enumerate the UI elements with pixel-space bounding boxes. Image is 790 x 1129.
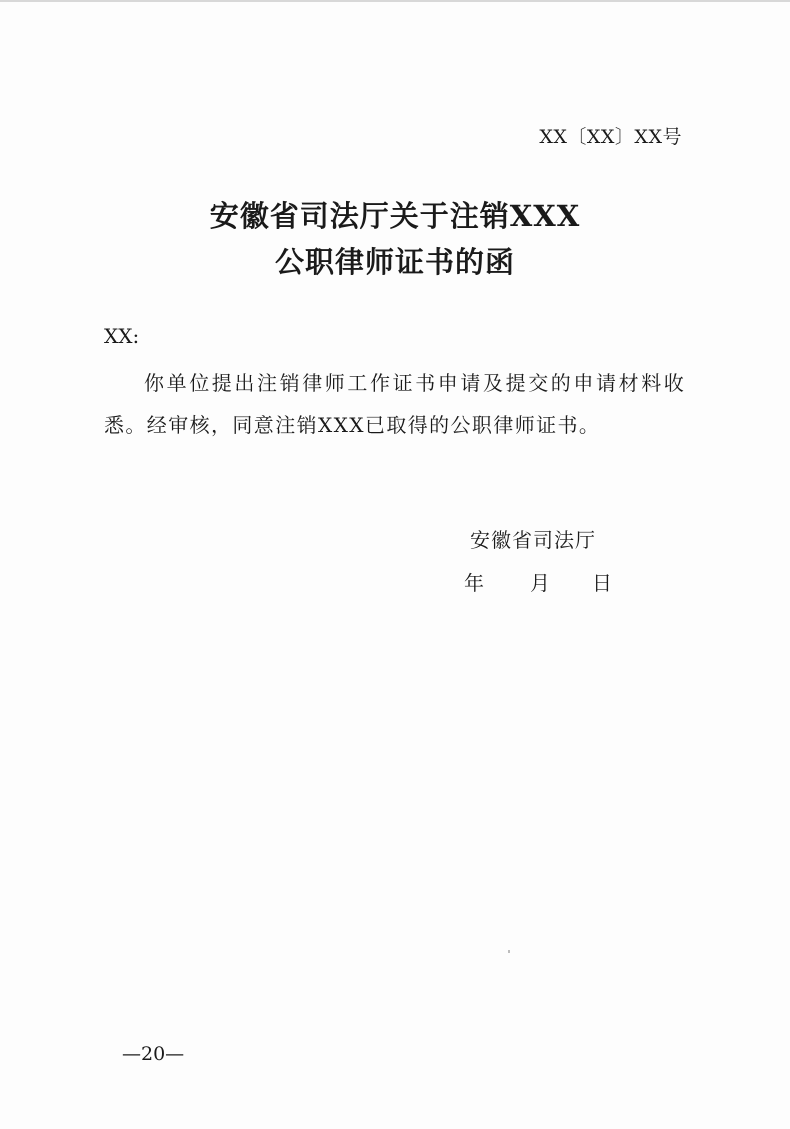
- document-title-line-2: 公职律师证书的函: [274, 245, 515, 279]
- issuing-authority: 安徽省司法厅: [470, 528, 596, 552]
- date-day-label: 日: [592, 571, 612, 595]
- salutation: XX:: [104, 324, 140, 348]
- date-line: [464, 567, 612, 596]
- date-year-label: 年: [464, 571, 484, 595]
- date-month-label: 月: [530, 571, 550, 595]
- scan-speck: [508, 950, 510, 953]
- page-number: —20—: [122, 1043, 185, 1065]
- document-title-line-1: 安徽省司法厅关于注销XXX: [209, 199, 581, 233]
- document-number: XX〔XX〕XX号: [539, 126, 682, 148]
- body-paragraph-line-2: 悉。经审核，同意注销XXX已取得的公职律师证书。: [104, 413, 601, 437]
- page-top-edge: [0, 0, 790, 2]
- body-paragraph-line-1: 你单位提出注销律师工作证书申请及提交的申请材料收: [144, 371, 687, 395]
